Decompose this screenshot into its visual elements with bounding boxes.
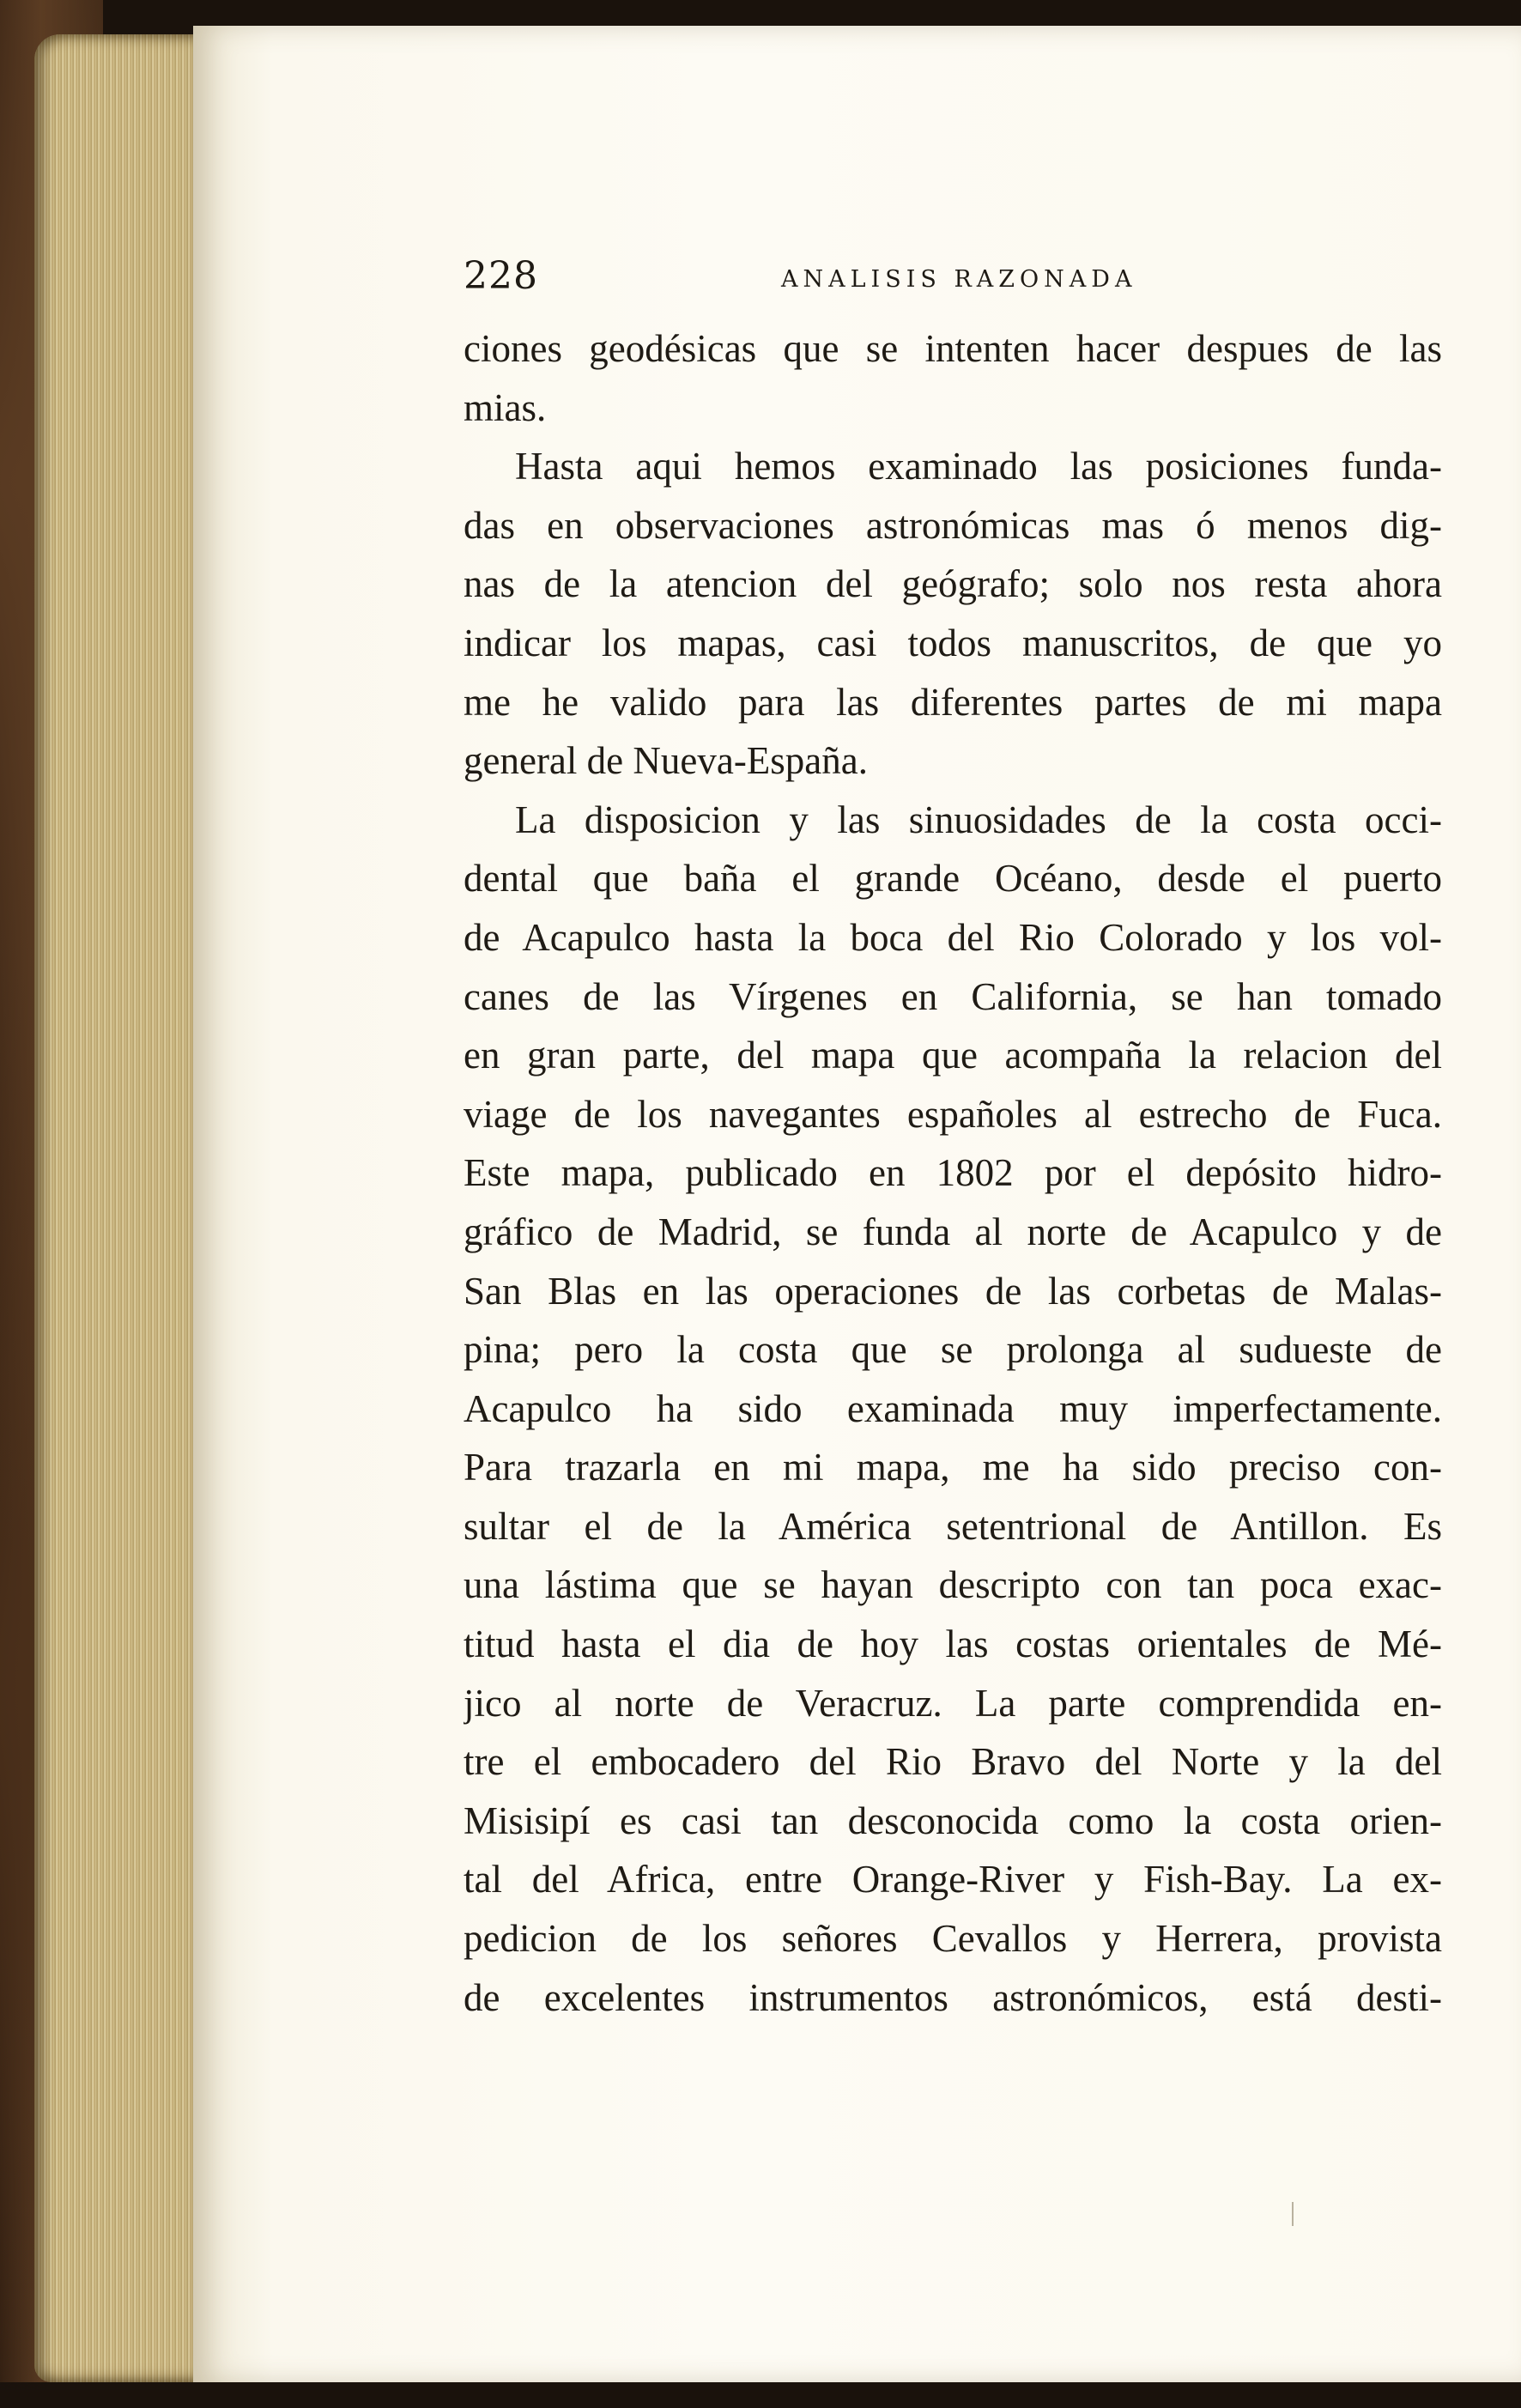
text-line: dental que baña el grande Océano, desde el puerto xyxy=(464,857,1442,901)
text-line: gráfico de Madrid, se funda al norte de Acapulco y de xyxy=(464,1210,1442,1253)
text-line: de Acapulco hasta la boca del Rio Colorado y los vol- xyxy=(464,915,1442,959)
margin-mark xyxy=(1292,2202,1294,2226)
text-line: La disposicion y las sinuosidades de la costa occi- xyxy=(515,798,1442,841)
text-line: jico al norte de Veracruz. La parte comprendida en- xyxy=(464,1681,1442,1725)
text-line: general de Nueva-España. xyxy=(464,739,869,783)
body-text xyxy=(464,319,1442,2027)
page-header xyxy=(464,254,1442,306)
text-line: indicar los mapas, casi todos manuscritos, de que yo xyxy=(464,621,1442,664)
text-line: Este mapa, publicado en 1802 por el depósito hidro- xyxy=(464,1151,1442,1195)
page-number: 228 xyxy=(464,254,538,298)
page-edges xyxy=(34,34,215,2382)
text-line: das en observaciones astronómicas mas ó menos dig- xyxy=(464,503,1442,547)
text-line: ciones geodésicas que se intenten hacer despues de las xyxy=(464,327,1442,370)
text-line: en gran parte, del mapa que acompaña la relacion del xyxy=(464,1034,1442,1077)
text-line: Hasta aqui hemos examinado las posiciones funda- xyxy=(515,445,1442,488)
text-line: Para trazarla en mi mapa, me ha sido preciso con- xyxy=(464,1446,1442,1489)
text-line: mias. xyxy=(464,385,547,429)
text-line: Acapulco ha sido examinada muy imperfectamente. xyxy=(464,1386,1442,1430)
text-line: tal del Africa, entre Orange-River y Fish-Bay. La ex- xyxy=(464,1858,1442,1902)
text-line: viage de los navegantes españoles al estrecho de Fuca. xyxy=(464,1092,1442,1136)
text-line: nas de la atencion del geógrafo; solo nos resta ahora xyxy=(464,562,1442,606)
text-line: pedicion de los señores Cevallos y Herrera, provista xyxy=(464,1917,1442,1961)
text-line: tre el embocadero del Rio Bravo del Norte y la del xyxy=(464,1740,1442,1784)
text-line: Misisipí es casi tan desconocida como la costa orien- xyxy=(464,1798,1442,1842)
text-line: San Blas en las operaciones de las corbetas de Malas- xyxy=(464,1269,1442,1313)
text-line: de excelentes instrumentos astronómicos, está desti- xyxy=(464,1975,1442,2019)
running-head: ANALISIS RAZONADA xyxy=(781,266,1137,293)
text-line: me he valido para las diferentes partes de mi mapa xyxy=(464,680,1442,724)
text-line: una lástima que se hayan descripto con tan poca exac- xyxy=(464,1563,1442,1607)
text-line: pina; pero la costa que se prolonga al sudueste de xyxy=(464,1328,1442,1372)
text-line: titud hasta el dia de hoy las costas orientales de Mé- xyxy=(464,1623,1442,1666)
bottom-shadow xyxy=(0,2382,1521,2408)
text-line: canes de las Vírgenes en California, se han tomado xyxy=(464,974,1442,1018)
text-line: sultar el de la América setentrional de Antillon. Es xyxy=(464,1504,1442,1548)
